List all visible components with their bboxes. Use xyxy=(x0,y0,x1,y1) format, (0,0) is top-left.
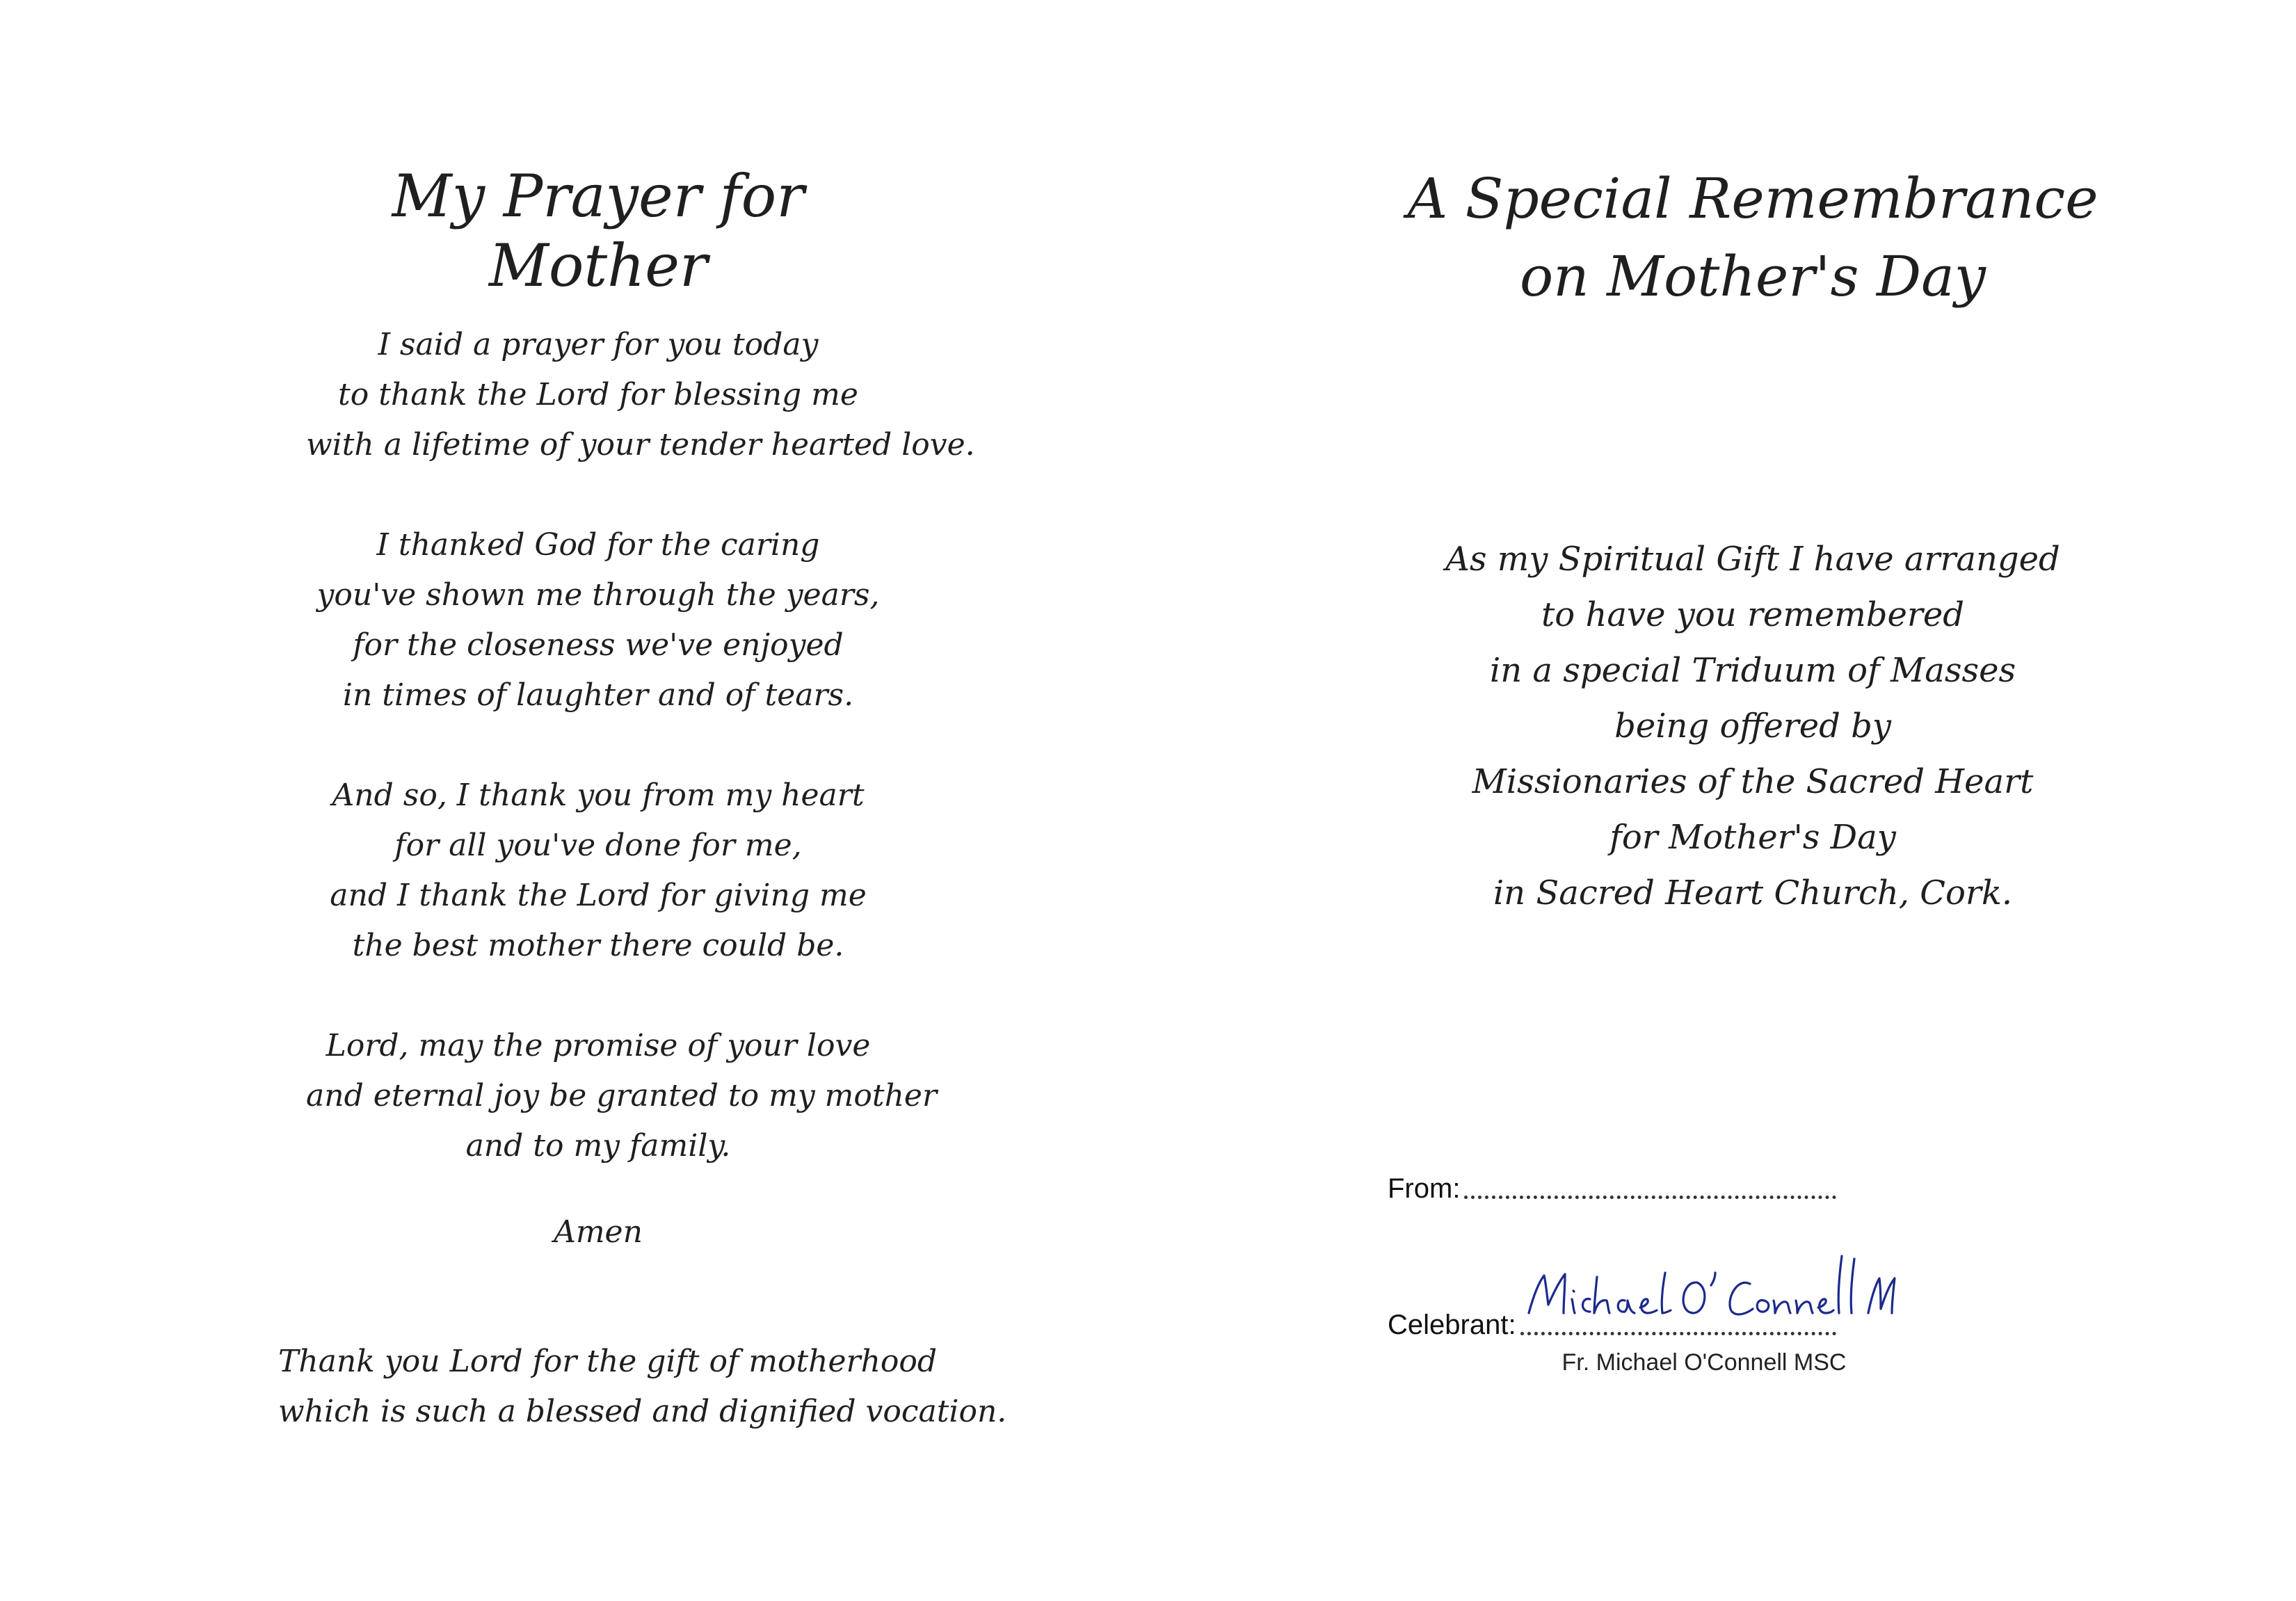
title-line: on Mother's Day xyxy=(1520,244,1986,309)
prayer-poem xyxy=(306,320,975,1221)
poem-line: for the closeness we've enjoyed xyxy=(353,627,844,663)
amen-text: Amen xyxy=(554,1214,643,1250)
gift-line: As my Spiritual Gift I have arranged xyxy=(1445,540,2060,579)
gift-line: in a special Triduum of Masses xyxy=(1489,651,2016,690)
celebrant-printed-name: Fr. Michael O'Connell MSC xyxy=(1562,1349,1847,1376)
poem-line: Lord, may the promise of your love xyxy=(326,1028,871,1063)
from-dotted-line[interactable] xyxy=(1464,1168,1836,1199)
poem-line: And so, I thank you from my heart xyxy=(332,778,865,813)
celebrant-field[interactable] xyxy=(1388,1299,1836,1341)
celebrant-dotted-line[interactable] xyxy=(1520,1304,1836,1335)
stanza xyxy=(306,771,890,971)
gift-line: Missionaries of the Sacred Heart xyxy=(1472,762,2034,801)
right-panel xyxy=(1196,0,2296,1601)
celebrant-label: Celebrant: xyxy=(1388,1310,1516,1340)
poem-line: I thanked God for the caring xyxy=(376,527,820,563)
poem-line: and eternal joy be granted to my mother xyxy=(306,1078,937,1113)
poem-line: and to my family. xyxy=(465,1128,731,1164)
poem-line: the best mother there could be. xyxy=(352,928,844,963)
poem-line: you've shown me through the years, xyxy=(316,577,880,613)
poem-line: with a lifetime of your tender hearted love. xyxy=(306,427,975,462)
closing-prayer xyxy=(278,1337,1007,1437)
spiritual-gift-text xyxy=(1363,531,2142,921)
title-line: A Special Remembrance xyxy=(1407,166,2098,231)
poem-line: I said a prayer for you today xyxy=(378,327,819,362)
from-field[interactable] xyxy=(1388,1163,1836,1205)
remembrance-title xyxy=(1363,160,2142,316)
stanza xyxy=(306,1021,937,1171)
poem-line: to thank the Lord for blessing me xyxy=(338,377,858,412)
stanza xyxy=(306,320,975,470)
gift-line: to have you remembered xyxy=(1541,595,1964,634)
poem-line: for all you've done for me, xyxy=(394,828,802,863)
gift-line: in Sacred Heart Church, Cork. xyxy=(1493,874,2013,912)
prayer-title: My Prayer for Mother xyxy=(392,162,805,300)
closing-line: which is such a blessed and dignified vocation. xyxy=(278,1394,1007,1429)
gift-line: being offered by xyxy=(1614,707,1891,746)
stanza xyxy=(306,520,890,721)
gift-line: for Mother's Day xyxy=(1609,818,1896,857)
poem-line: and I thank the Lord for giving me xyxy=(330,878,867,913)
closing-line: Thank you Lord for the gift of motherhood xyxy=(278,1344,938,1379)
from-label: From: xyxy=(1388,1173,1461,1204)
poem-line: in times of laughter and of tears. xyxy=(342,677,854,713)
